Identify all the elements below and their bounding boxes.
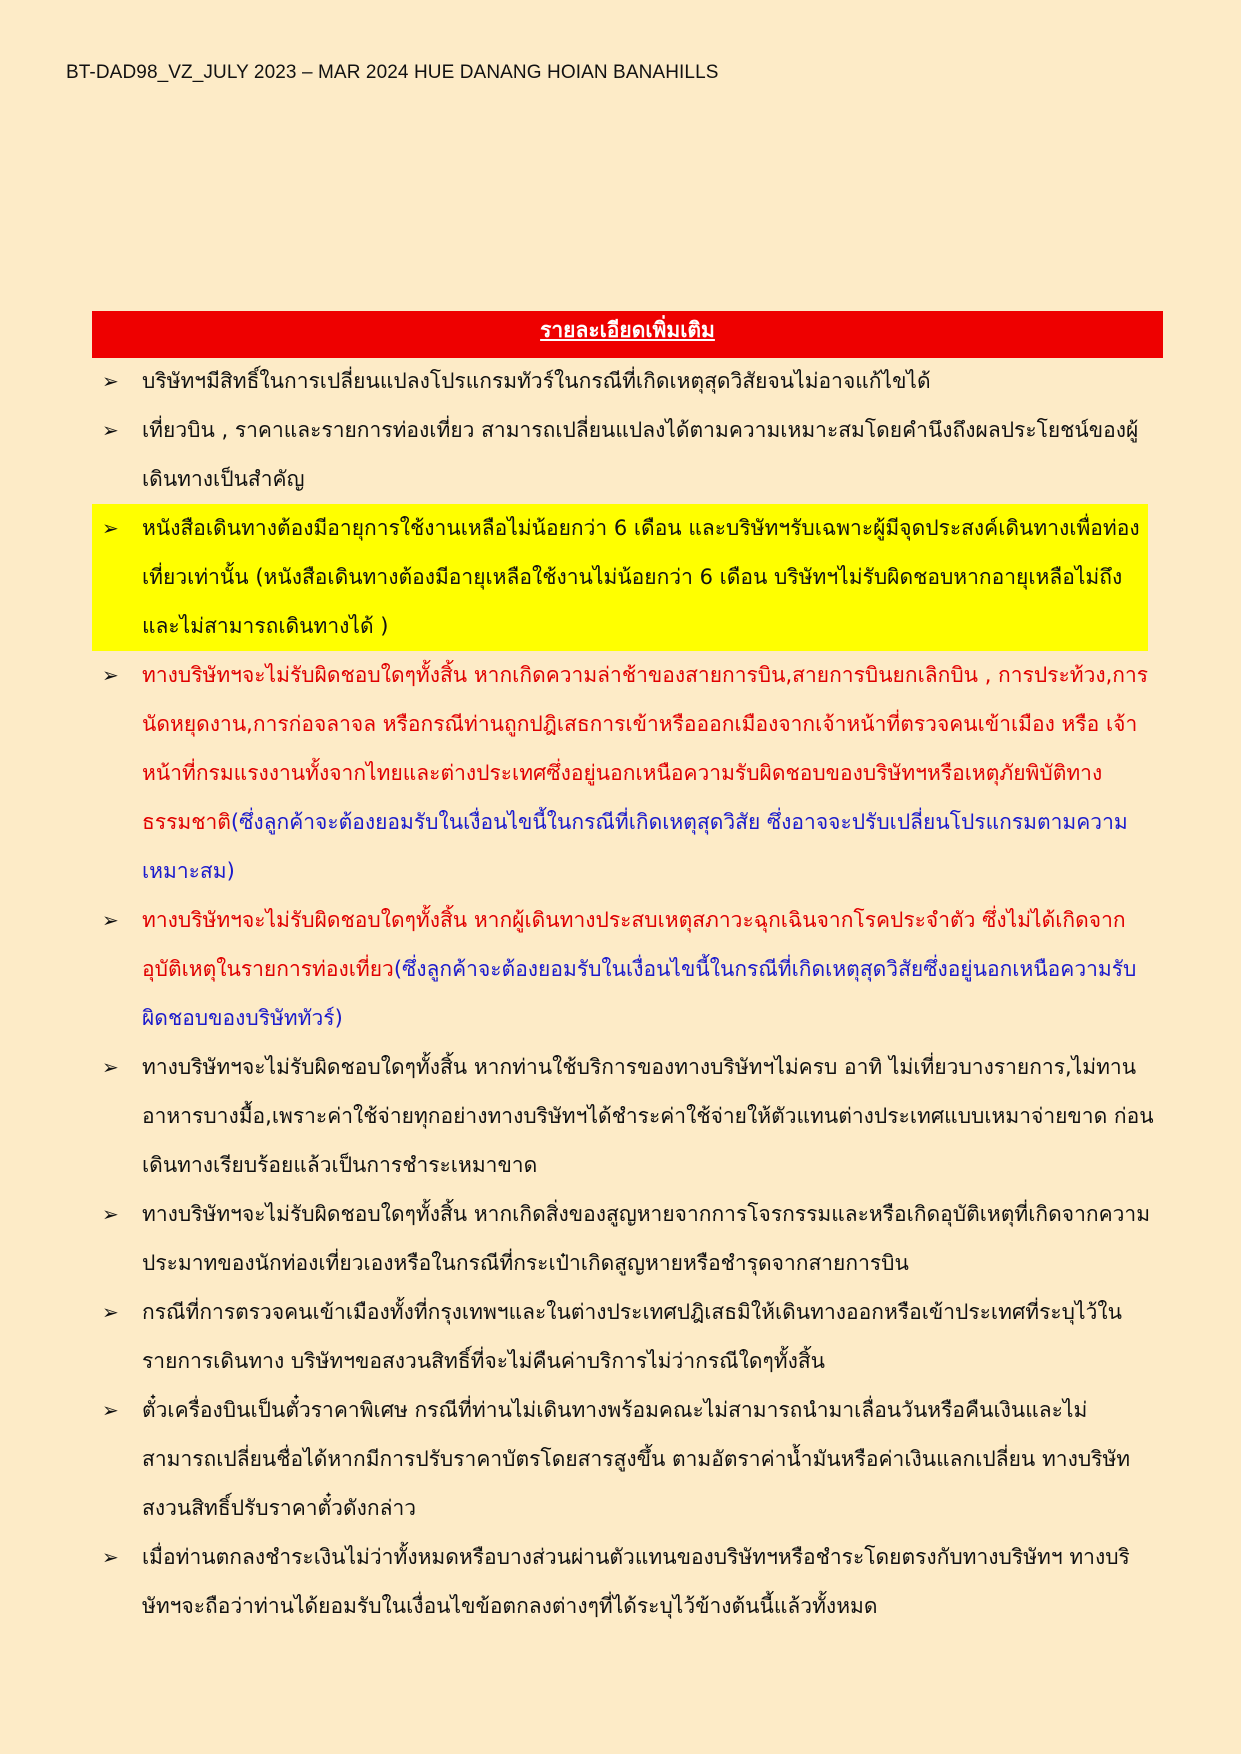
list-item bbox=[92, 1386, 1163, 1533]
list-item-highlighted bbox=[92, 504, 1148, 651]
item-text: ทางบริษัทฯจะไม่รับผิดชอบใดๆทั้งสิ้น หากท่านใช้บริการของทางบริษัทฯไม่ครบ อาทิ ไม่เที่ยวบางรายการ,ไม่ทานอาหารบางมื้อ,เพราะค่าใช้จ่ายทุกอย่างทางบริษัทฯได้ชำระค่าใช้จ่ายให้ตัวแทนต่างประเทศแบบเหมาจ่ายขาด ก่อนเดินทางเรียบร้อยแล้วเป็นการชำระเหมาขาด bbox=[142, 1055, 1154, 1177]
arrow-bullet-icon: ➢ bbox=[102, 1398, 119, 1422]
item-text: เที่ยวบิน , ราคาและรายการท่องเที่ยว สามารถเปลี่ยนแปลงได้ตามความเหมาะสมโดยคำนึงถึงผลประโยชน์ของผู้เดินทางเป็นสำคัญ bbox=[142, 418, 1139, 491]
item-text: บริษัทฯมีสิทธิ์ในการเปลี่ยนแปลงโปรแกรมทัวร์ในกรณีที่เกิดเหตุสุดวิสัยจนไม่อาจแก้ไขได้ bbox=[142, 369, 931, 393]
item-text: หนังสือเดินทางต้องมีอายุการใช้งานเหลือไม่น้อยกว่า 6 เดือน และบริษัทฯรับเฉพาะผู้มีจุดประสงค์เดินทางเพื่อท่องเที่ยวเท่านั้น (หนังสือเดินทางต้องมีอายุเหลือใช้งานไม่น้อยกว่า 6 เดือน บริษัทฯไม่รับผิดชอบหากอายุเหลือไม่ถึงและไม่สามารถเดินทางได้ ) bbox=[142, 516, 1140, 638]
arrow-bullet-icon: ➢ bbox=[102, 1300, 119, 1324]
list-item bbox=[92, 651, 1163, 896]
item-text: ทางบริษัทฯจะไม่รับผิดชอบใดๆทั้งสิ้น หากเกิดสิ่งของสูญหายจากการโจรกรรมและหรือเกิดอุบัติเหตุที่เกิดจากความประมาทของนักท่องเที่ยวเองหรือในกรณีที่กระเป๋าเกิดสูญหายหรือชำรุดจากสายการบิน bbox=[142, 1202, 1151, 1275]
list-item bbox=[92, 406, 1163, 504]
arrow-bullet-icon: ➢ bbox=[102, 1202, 119, 1226]
item-text-red: ทางบริษัทฯจะไม่รับผิดชอบใดๆทั้งสิ้น หากเกิดความล่าช้าของสายการบิน,สายการบินยกเลิกบิน , การประท้วง,การนัดหยุดงาน,การก่อจลาจล หรือกรณีท่านถูกปฎิเสธการเข้าหรือออกเมืองจากเจ้าหน้าที่ตรวจคนเข้าเมือง หรือ เจ้าหน้าที่กรมแรงงานทั้งจากไทยและต่างประเทศซึ่งอยู่นอกเหนือความรับผิดชอบของบริษัทฯหรือเหตุภัยพิบัติทางธรรมชาติ bbox=[142, 663, 1149, 834]
arrow-bullet-icon: ➢ bbox=[102, 663, 119, 687]
item-text-blue: (ซึ่งลูกค้าจะต้องยอมรับในเงื่อนไขนี้ในกรณีที่เกิดเหตุสุดวิสัย ซึ่งอาจจะปรับเปลี่ยนโปรแกรมตามความเหมาะสม) bbox=[142, 810, 1128, 883]
item-text: ตั๋วเครื่องบินเป็นตั๋วราคาพิเศษ กรณีที่ท่านไม่เดินทางพร้อมคณะไม่สามารถนำมาเลื่อนวันหรือคืนเงินและไม่สามารถเปลี่ยนชื่อได้หากมีการปรับราคาบัตรโดยสารสูงขึ้น ตามอัตราค่าน้ำมันหรือค่าเงินแลกเปลี่ยน ทางบริษัท สงวนสิทธิ์ปรับราคาตั๋วดังกล่าว bbox=[142, 1398, 1131, 1520]
arrow-bullet-icon: ➢ bbox=[102, 1545, 119, 1569]
item-text: เมื่อท่านตกลงชำระเงินไม่ว่าทั้งหมดหรือบางส่วนผ่านตัวแทนของบริษัทฯหรือชำระโดยตรงกับทางบริษัทฯ ทางบริษัทฯจะถือว่าท่านได้ยอมรับในเงื่อนไขข้อตกลงต่างๆที่ได้ระบุไว้ข้างต้นนี้แล้วทั้งหมด bbox=[142, 1545, 1130, 1618]
list-item bbox=[92, 1533, 1163, 1631]
arrow-bullet-icon: ➢ bbox=[102, 1055, 119, 1079]
arrow-bullet-icon: ➢ bbox=[102, 418, 119, 442]
item-text-blue: (ซึ่งลูกค้าจะต้องยอมรับในเงื่อนไขนี้ในกรณีที่เกิดเหตุสุดวิสัยซึ่งอยู่นอกเหนือความรับผิดชอบของบริษัททัวร์) bbox=[142, 957, 1137, 1030]
list-item bbox=[92, 896, 1163, 1043]
arrow-bullet-icon: ➢ bbox=[102, 516, 119, 540]
arrow-bullet-icon: ➢ bbox=[102, 908, 119, 932]
terms-list bbox=[92, 357, 1163, 1631]
item-text: กรณีที่การตรวจคนเข้าเมืองทั้งที่กรุงเทพฯและในต่างประเทศปฎิเสธมิให้เดินทางออกหรือเข้าประเทศที่ระบุไว้ในรายการเดินทาง บริษัทฯขอสงวนสิทธิ์ที่จะไม่คืนค่าบริการไม่ว่ากรณีใดๆทั้งสิ้น bbox=[142, 1300, 1122, 1373]
arrow-bullet-icon: ➢ bbox=[102, 369, 119, 393]
item-text-red: ทางบริษัทฯจะไม่รับผิดชอบใดๆทั้งสิ้น หากผู้เดินทางประสบเหตุสภาวะฉุกเฉินจากโรคประจำตัว ซึ่งไม่ได้เกิดจากอุบัติเหตุในรายการท่องเที่ยว bbox=[142, 908, 1126, 981]
list-item bbox=[92, 357, 1163, 406]
section-title-bar bbox=[92, 311, 1163, 358]
list-item bbox=[92, 1190, 1163, 1288]
document-code-header: BT-DAD98_VZ_JULY 2023 – MAR 2024 HUE DANANG HOIAN BANAHILLS bbox=[66, 62, 719, 83]
section-title: รายละเอียดเพิ่มเติม bbox=[540, 318, 715, 342]
list-item bbox=[92, 1288, 1163, 1386]
list-item bbox=[92, 1043, 1163, 1190]
